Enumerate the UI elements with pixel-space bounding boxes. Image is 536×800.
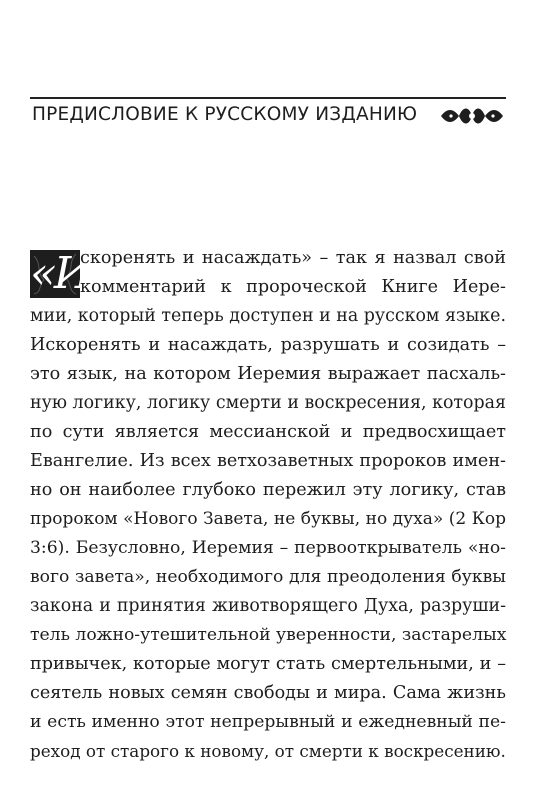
text-line: по сути является мессианской и предвосхищает [30,422,506,442]
text-line: Искоренять и насаждать, разрушать и созидать – [30,335,506,355]
header-rule [30,97,506,99]
text-line: мии, который теперь доступен и на русском языке. [30,306,506,326]
page-header-title: ПРЕДИСЛОВИЕ К РУССКОМУ ИЗДАНИЮ [32,104,418,125]
text-line: вого завета», необходимого для преодоления буквы [30,567,506,587]
text-line: реход от старого к новому, от смерти к воскресению. [30,741,506,761]
text-line: тель ложно-утешительной уверенности, застарелых [30,625,507,645]
text-line: 3:6). Безусловно, Иеремия – первооткрыватель «но- [30,538,506,558]
text-line: ную логику, логику смерти и воскресения, которая [30,393,506,413]
drop-cap-letter: «И [30,248,90,299]
text-line: скоренять и насаждать» – так я назвал свой [80,248,506,268]
text-line: но он наиболее глубоко пережил эту логику, став [30,480,506,500]
text-line: это язык, на котором Иеремия выражает пасхаль- [30,364,506,384]
text-line: и есть именно этот непрерывный и ежедневный пе- [30,712,506,732]
text-line: комментарий к пророческой Книге Иере- [80,277,506,297]
text-line: сеятель новых семян свободы и мира. Сама жизнь [30,683,506,703]
text-line: Евангелие. Из всех ветхозаветных пророков имен- [30,451,506,471]
text-line: закона и принятия животворящего Духа, разруши- [30,596,506,616]
ornament-icon [439,104,505,128]
text-line: пророком «Нового Завета, не буквы, но духа» (2 Кор [30,509,506,529]
text-line: привычек, которые могут стать смертельными, и – [30,654,506,674]
body-paragraph [30,244,506,766]
